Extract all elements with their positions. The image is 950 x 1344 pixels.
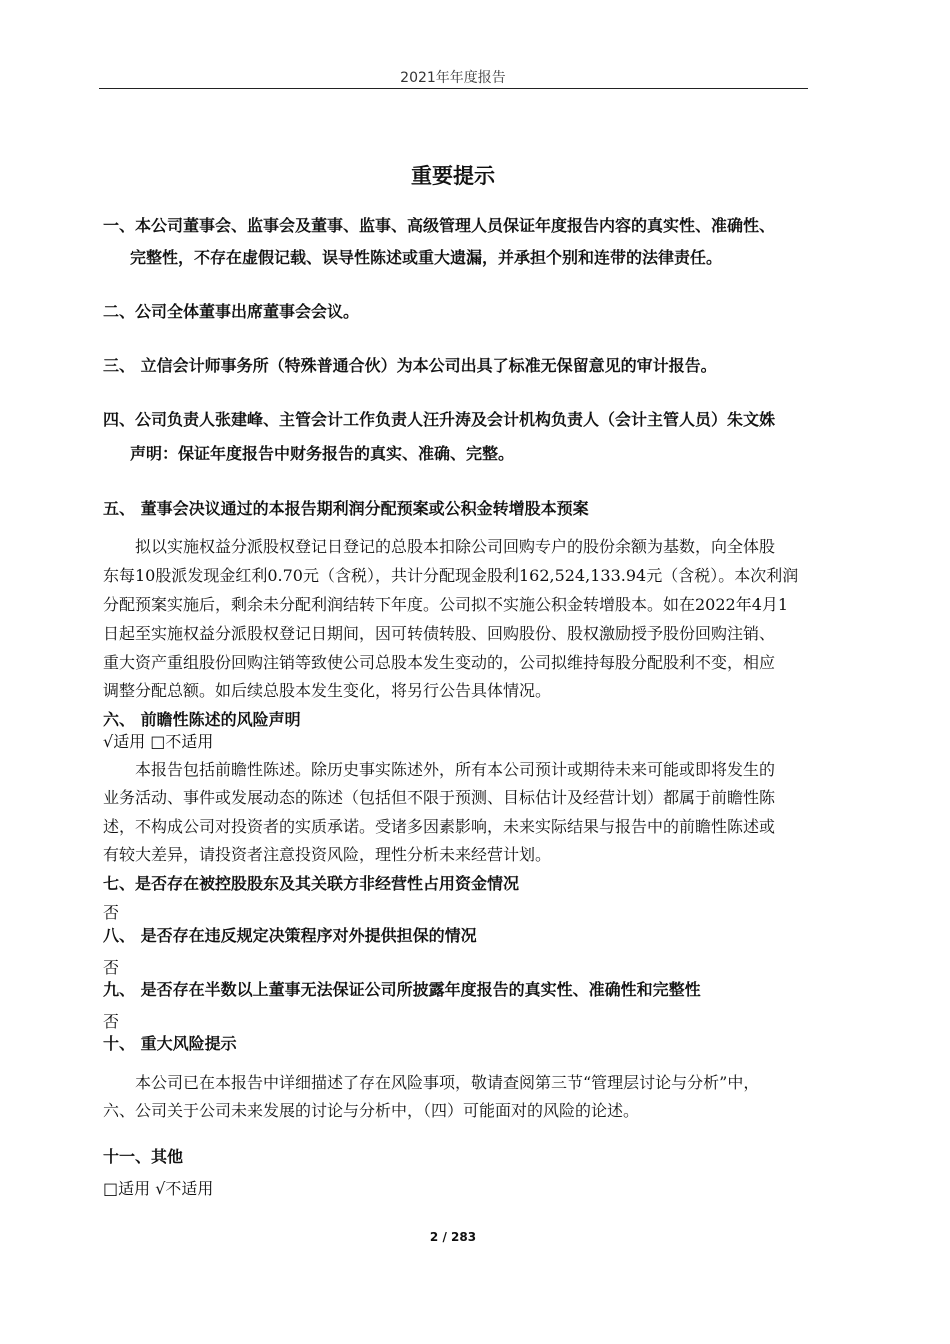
section-10-paragraph-line: 六、公司关于公司未来发展的讨论与分析中，（四）可能面对的风险的论述。 (103, 1101, 640, 1120)
section-10-paragraph-line: 本公司已在本报告中详细描述了存在风险事项，敬请查阅第三节“管理层讨论与分析”中， (135, 1073, 760, 1092)
section-6-paragraph-line: 有较大差异，请投资者注意投资风险，理性分析未来经营计划。 (103, 845, 552, 864)
section-1-line-1: 一、本公司董事会、监事会及董事、监事、高级管理人员保证年度报告内容的真实性、准确性、 (103, 216, 776, 235)
section-5-paragraph-line: 分配预案实施后，剩余未分配利润结转下年度。公司拟不实施公积金转增股本。如在2022年4月1 (103, 595, 789, 614)
section-6-paragraph-line: 业务活动、事件或发展动态的陈述（包括但不限于预测、目标估计及经营计划）都属于前瞻性陈 (103, 788, 776, 807)
section-10-heading: 十、 重大风险提示 (103, 1034, 237, 1053)
section-8-answer: 否 (103, 958, 120, 977)
section-8-heading: 八、 是否存在违反规定决策程序对外提供担保的情况 (103, 926, 477, 945)
section-5-paragraph-line: 日起至实施权益分派股权登记日期间，因可转债转股、回购股份、股权激励授予股份回购注销、 (103, 624, 776, 643)
section-4-line-1: 四、公司负责人张建峰、主管会计工作负责人汪升涛及会计机构负责人（会计主管人员）朱文姝 (103, 410, 776, 429)
section-5-paragraph-line: 东每10股派发现金红利0.70元（含税），共计分配现金股利162,524,133.94元（含税）。本次利润 (103, 566, 799, 585)
section-6-paragraph-line: 述，不构成公司对投资者的实质承诺。受诸多因素影响，未来实际结果与报告中的前瞻性陈述或 (103, 817, 776, 836)
section-2-heading: 二、公司全体董事出席董事会会议。 (103, 302, 360, 321)
page-title: 重要提示 (411, 163, 495, 188)
section-9-heading: 九、 是否存在半数以上董事无法保证公司所披露年度报告的真实性、准确性和完整性 (103, 980, 701, 999)
section-5-paragraph-line: 重大资产重组股份回购注销等致使公司总股本发生变动的，公司拟维持每股分配股利不变，相应 (103, 653, 776, 672)
section-11-applicability: □适用 √不适用 (103, 1179, 214, 1198)
section-3-heading: 三、 立信会计师事务所（特殊普通合伙）为本公司出具了标准无保留意见的审计报告。 (103, 356, 717, 375)
section-4-line-2: 声明：保证年度报告中财务报告的真实、准确、完整。 (130, 444, 515, 463)
section-1-line-2: 完整性，不存在虚假记载、误导性陈述或重大遗漏，并承担个别和连带的法律责任。 (130, 248, 723, 267)
section-11-heading: 十一、其他 (103, 1147, 184, 1166)
section-5-paragraph-line: 调整分配总额。如后续总股本发生变化，将另行公告具体情况。 (103, 681, 552, 700)
section-5-paragraph-line: 拟以实施权益分派股权登记日登记的总股本扣除公司回购专户的股份余额为基数，向全体股 (135, 537, 776, 556)
section-6-paragraph-line: 本报告包括前瞻性陈述。除历史事实陈述外，所有本公司预计或期待未来可能或即将发生的 (135, 760, 776, 779)
section-6-applicability: √适用 □不适用 (103, 732, 214, 751)
running-header: 2021年年度报告 (400, 70, 506, 86)
page-number: 2 / 283 (429, 1230, 477, 1244)
section-5-heading: 五、 董事会决议通过的本报告期利润分配预案或公积金转增股本预案 (103, 499, 589, 518)
section-9-answer: 否 (103, 1012, 120, 1031)
section-7-answer: 否 (103, 903, 120, 922)
section-7-heading: 七、是否存在被控股股东及其关联方非经营性占用资金情况 (103, 874, 520, 893)
section-6-heading: 六、 前瞻性陈述的风险声明 (103, 710, 301, 729)
header-rule (99, 88, 808, 89)
